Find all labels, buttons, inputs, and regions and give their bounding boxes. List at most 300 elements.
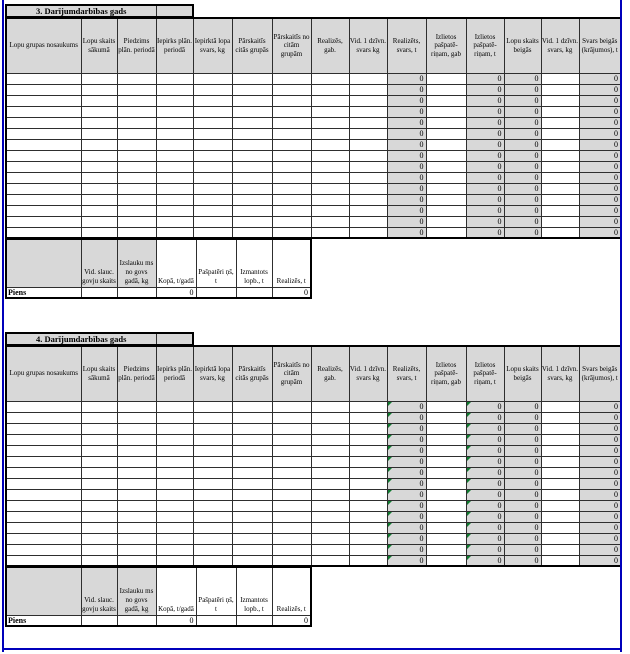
zero-value-cell[interactable]: 0 [504, 117, 541, 128]
empty-cell[interactable] [426, 478, 466, 489]
empty-cell[interactable] [117, 544, 156, 555]
empty-cell[interactable] [156, 456, 193, 467]
empty-cell[interactable] [426, 161, 466, 172]
empty-cell[interactable] [81, 139, 117, 150]
empty-cell[interactable] [272, 227, 311, 238]
zero-value-cell[interactable]: 0 [579, 194, 621, 205]
empty-cell[interactable] [349, 128, 387, 139]
empty-cell[interactable] [349, 544, 387, 555]
zero-value-cell[interactable]: 0 [387, 467, 426, 478]
empty-cell[interactable] [232, 227, 272, 238]
zero-value-cell[interactable]: 0 [504, 216, 541, 227]
zero-value-cell[interactable]: 0 [504, 73, 541, 84]
empty-cell[interactable] [349, 467, 387, 478]
zero-value-cell[interactable]: 0 [579, 106, 621, 117]
empty-cell[interactable] [6, 150, 81, 161]
empty-cell[interactable] [156, 172, 193, 183]
empty-cell[interactable] [349, 456, 387, 467]
empty-cell[interactable] [6, 205, 81, 216]
zero-value-cell[interactable]: 0 [579, 478, 621, 489]
empty-cell[interactable] [6, 106, 81, 117]
zero-value-cell[interactable]: 0 [466, 445, 504, 456]
zero-value-cell[interactable]: 0 [466, 95, 504, 106]
empty-cell[interactable] [193, 95, 232, 106]
empty-cell[interactable] [193, 227, 232, 238]
empty-cell[interactable] [311, 434, 349, 445]
empty-cell[interactable] [6, 216, 81, 227]
empty-cell[interactable] [311, 227, 349, 238]
empty-cell[interactable] [272, 434, 311, 445]
empty-cell[interactable] [349, 183, 387, 194]
empty-cell[interactable] [6, 172, 81, 183]
empty-cell[interactable] [117, 150, 156, 161]
empty-cell[interactable] [311, 150, 349, 161]
empty-cell[interactable] [156, 128, 193, 139]
zero-value-cell[interactable]: 0 [504, 489, 541, 500]
empty-cell[interactable] [117, 172, 156, 183]
empty-cell[interactable] [272, 139, 311, 150]
empty-cell[interactable] [541, 412, 579, 423]
zero-value-cell[interactable]: 0 [504, 401, 541, 412]
zero-value-cell[interactable]: 0 [272, 287, 311, 298]
zero-value-cell[interactable]: 0 [579, 511, 621, 522]
zero-value-cell[interactable]: 0 [579, 489, 621, 500]
empty-cell[interactable] [349, 216, 387, 227]
empty-cell[interactable] [193, 150, 232, 161]
empty-cell[interactable] [311, 533, 349, 544]
empty-cell[interactable] [117, 489, 156, 500]
empty-cell[interactable] [156, 183, 193, 194]
zero-value-cell[interactable]: 0 [387, 423, 426, 434]
zero-value-cell[interactable]: 0 [579, 522, 621, 533]
empty-cell[interactable] [6, 183, 81, 194]
empty-cell[interactable] [349, 150, 387, 161]
zero-value-cell[interactable]: 0 [466, 128, 504, 139]
empty-cell[interactable] [541, 522, 579, 533]
empty-cell[interactable] [232, 500, 272, 511]
empty-cell[interactable] [541, 139, 579, 150]
empty-cell[interactable] [117, 615, 156, 626]
empty-cell[interactable] [311, 117, 349, 128]
empty-cell[interactable] [426, 194, 466, 205]
empty-cell[interactable] [541, 161, 579, 172]
empty-cell[interactable] [272, 467, 311, 478]
zero-value-cell[interactable]: 0 [504, 106, 541, 117]
empty-cell[interactable] [81, 478, 117, 489]
empty-cell[interactable] [156, 511, 193, 522]
zero-value-cell[interactable]: 0 [387, 489, 426, 500]
empty-cell[interactable] [193, 73, 232, 84]
empty-cell[interactable] [156, 161, 193, 172]
empty-cell[interactable] [541, 423, 579, 434]
empty-cell[interactable] [81, 401, 117, 412]
empty-cell[interactable] [426, 150, 466, 161]
empty-cell[interactable] [426, 73, 466, 84]
title-row-empty-cell[interactable] [156, 5, 193, 17]
empty-cell[interactable] [349, 478, 387, 489]
empty-cell[interactable] [81, 194, 117, 205]
empty-cell[interactable] [311, 95, 349, 106]
empty-cell[interactable] [81, 216, 117, 227]
empty-cell[interactable] [117, 511, 156, 522]
empty-cell[interactable] [541, 216, 579, 227]
empty-cell[interactable] [156, 205, 193, 216]
empty-cell[interactable] [81, 423, 117, 434]
zero-value-cell[interactable]: 0 [466, 183, 504, 194]
empty-cell[interactable] [156, 533, 193, 544]
empty-cell[interactable] [426, 500, 466, 511]
empty-cell[interactable] [81, 128, 117, 139]
empty-cell[interactable] [311, 478, 349, 489]
empty-cell[interactable] [232, 128, 272, 139]
zero-value-cell[interactable]: 0 [387, 139, 426, 150]
zero-value-cell[interactable]: 0 [504, 412, 541, 423]
empty-cell[interactable] [6, 84, 81, 95]
zero-value-cell[interactable]: 0 [579, 533, 621, 544]
empty-cell[interactable] [541, 150, 579, 161]
empty-cell[interactable] [426, 227, 466, 238]
empty-cell[interactable] [541, 511, 579, 522]
empty-cell[interactable] [349, 412, 387, 423]
empty-cell[interactable] [156, 478, 193, 489]
empty-cell[interactable] [156, 84, 193, 95]
empty-cell[interactable] [81, 489, 117, 500]
empty-cell[interactable] [156, 555, 193, 566]
empty-cell[interactable] [541, 467, 579, 478]
zero-value-cell[interactable]: 0 [579, 128, 621, 139]
zero-value-cell[interactable]: 0 [579, 456, 621, 467]
empty-cell[interactable] [349, 533, 387, 544]
empty-cell[interactable] [156, 139, 193, 150]
empty-cell[interactable] [272, 412, 311, 423]
empty-cell[interactable] [193, 533, 232, 544]
empty-cell[interactable] [272, 194, 311, 205]
empty-cell[interactable] [117, 106, 156, 117]
zero-value-cell[interactable]: 0 [466, 478, 504, 489]
empty-cell[interactable] [311, 423, 349, 434]
empty-cell[interactable] [541, 445, 579, 456]
empty-cell[interactable] [156, 489, 193, 500]
empty-cell[interactable] [349, 106, 387, 117]
empty-cell[interactable] [311, 445, 349, 456]
empty-cell[interactable] [272, 544, 311, 555]
zero-value-cell[interactable]: 0 [466, 205, 504, 216]
empty-cell[interactable] [81, 555, 117, 566]
empty-cell[interactable] [6, 434, 81, 445]
zero-value-cell[interactable]: 0 [579, 172, 621, 183]
zero-value-cell[interactable]: 0 [466, 172, 504, 183]
zero-value-cell[interactable]: 0 [579, 117, 621, 128]
zero-value-cell[interactable]: 0 [387, 401, 426, 412]
empty-cell[interactable] [232, 216, 272, 227]
empty-cell[interactable] [272, 84, 311, 95]
empty-cell[interactable] [117, 445, 156, 456]
zero-value-cell[interactable]: 0 [504, 150, 541, 161]
zero-value-cell[interactable]: 0 [579, 139, 621, 150]
empty-cell[interactable] [193, 205, 232, 216]
empty-cell[interactable] [272, 500, 311, 511]
zero-value-cell[interactable]: 0 [504, 172, 541, 183]
empty-cell[interactable] [232, 456, 272, 467]
empty-cell[interactable] [426, 434, 466, 445]
zero-value-cell[interactable]: 0 [579, 544, 621, 555]
zero-value-cell[interactable]: 0 [387, 161, 426, 172]
zero-value-cell[interactable]: 0 [466, 139, 504, 150]
empty-cell[interactable] [541, 500, 579, 511]
zero-value-cell[interactable]: 0 [466, 227, 504, 238]
empty-cell[interactable] [193, 511, 232, 522]
empty-cell[interactable] [311, 205, 349, 216]
empty-cell[interactable] [6, 95, 81, 106]
zero-value-cell[interactable]: 0 [466, 456, 504, 467]
empty-cell[interactable] [193, 434, 232, 445]
empty-cell[interactable] [426, 128, 466, 139]
empty-cell[interactable] [81, 84, 117, 95]
empty-cell[interactable] [193, 172, 232, 183]
empty-cell[interactable] [193, 555, 232, 566]
empty-cell[interactable] [6, 128, 81, 139]
empty-cell[interactable] [6, 423, 81, 434]
empty-cell[interactable] [193, 456, 232, 467]
zero-value-cell[interactable]: 0 [579, 183, 621, 194]
zero-value-cell[interactable]: 0 [579, 412, 621, 423]
empty-cell[interactable] [349, 205, 387, 216]
empty-cell[interactable] [232, 489, 272, 500]
empty-cell[interactable] [426, 423, 466, 434]
empty-cell[interactable] [232, 139, 272, 150]
zero-value-cell[interactable]: 0 [504, 128, 541, 139]
empty-cell[interactable] [349, 117, 387, 128]
empty-cell[interactable] [156, 216, 193, 227]
empty-cell[interactable] [81, 183, 117, 194]
empty-cell[interactable] [349, 95, 387, 106]
empty-cell[interactable] [193, 401, 232, 412]
empty-cell[interactable] [311, 139, 349, 150]
empty-cell[interactable] [236, 287, 272, 298]
empty-cell[interactable] [349, 423, 387, 434]
empty-cell[interactable] [426, 511, 466, 522]
zero-value-cell[interactable]: 0 [387, 544, 426, 555]
empty-cell[interactable] [272, 128, 311, 139]
empty-cell[interactable] [156, 434, 193, 445]
empty-cell[interactable] [6, 73, 81, 84]
empty-cell[interactable] [541, 117, 579, 128]
empty-cell[interactable] [311, 544, 349, 555]
empty-cell[interactable] [272, 401, 311, 412]
zero-value-cell[interactable]: 0 [504, 139, 541, 150]
empty-cell[interactable] [311, 128, 349, 139]
empty-cell[interactable] [541, 183, 579, 194]
zero-value-cell[interactable]: 0 [387, 128, 426, 139]
zero-value-cell[interactable]: 0 [579, 467, 621, 478]
empty-cell[interactable] [232, 467, 272, 478]
empty-cell[interactable] [117, 533, 156, 544]
empty-cell[interactable] [117, 423, 156, 434]
zero-value-cell[interactable]: 0 [504, 522, 541, 533]
zero-value-cell[interactable]: 0 [387, 106, 426, 117]
empty-cell[interactable] [426, 555, 466, 566]
zero-value-cell[interactable]: 0 [387, 183, 426, 194]
empty-cell[interactable] [193, 412, 232, 423]
empty-cell[interactable] [272, 183, 311, 194]
empty-cell[interactable] [117, 95, 156, 106]
empty-cell[interactable] [81, 161, 117, 172]
zero-value-cell[interactable]: 0 [504, 194, 541, 205]
empty-cell[interactable] [349, 227, 387, 238]
empty-cell[interactable] [193, 522, 232, 533]
empty-cell[interactable] [232, 183, 272, 194]
empty-cell[interactable] [193, 84, 232, 95]
zero-value-cell[interactable]: 0 [156, 615, 196, 626]
empty-cell[interactable] [6, 533, 81, 544]
empty-cell[interactable] [541, 73, 579, 84]
zero-value-cell[interactable]: 0 [466, 412, 504, 423]
zero-value-cell[interactable]: 0 [579, 423, 621, 434]
empty-cell[interactable] [541, 456, 579, 467]
empty-cell[interactable] [117, 401, 156, 412]
empty-cell[interactable] [156, 106, 193, 117]
empty-cell[interactable] [541, 401, 579, 412]
empty-cell[interactable] [6, 489, 81, 500]
empty-cell[interactable] [156, 401, 193, 412]
zero-value-cell[interactable]: 0 [387, 478, 426, 489]
empty-cell[interactable] [426, 95, 466, 106]
empty-cell[interactable] [272, 478, 311, 489]
empty-cell[interactable] [156, 500, 193, 511]
empty-cell[interactable] [272, 489, 311, 500]
empty-cell[interactable] [156, 95, 193, 106]
empty-cell[interactable] [156, 467, 193, 478]
empty-cell[interactable] [81, 434, 117, 445]
empty-cell[interactable] [193, 445, 232, 456]
title-row-empty-cell[interactable] [156, 333, 193, 345]
zero-value-cell[interactable]: 0 [387, 205, 426, 216]
empty-cell[interactable] [6, 227, 81, 238]
empty-cell[interactable] [81, 544, 117, 555]
empty-cell[interactable] [426, 84, 466, 95]
empty-cell[interactable] [272, 106, 311, 117]
zero-value-cell[interactable]: 0 [579, 445, 621, 456]
empty-cell[interactable] [311, 511, 349, 522]
empty-cell[interactable] [232, 412, 272, 423]
empty-cell[interactable] [311, 401, 349, 412]
empty-cell[interactable] [541, 205, 579, 216]
empty-cell[interactable] [272, 445, 311, 456]
zero-value-cell[interactable]: 0 [466, 533, 504, 544]
empty-cell[interactable] [156, 522, 193, 533]
empty-cell[interactable] [117, 128, 156, 139]
empty-cell[interactable] [349, 522, 387, 533]
zero-value-cell[interactable]: 0 [387, 73, 426, 84]
zero-value-cell[interactable]: 0 [504, 84, 541, 95]
empty-cell[interactable] [541, 128, 579, 139]
zero-value-cell[interactable]: 0 [387, 117, 426, 128]
zero-value-cell[interactable]: 0 [466, 544, 504, 555]
zero-value-cell[interactable]: 0 [387, 522, 426, 533]
empty-cell[interactable] [232, 106, 272, 117]
empty-cell[interactable] [232, 423, 272, 434]
empty-cell[interactable] [81, 467, 117, 478]
zero-value-cell[interactable]: 0 [504, 95, 541, 106]
empty-cell[interactable] [81, 117, 117, 128]
empty-cell[interactable] [117, 84, 156, 95]
zero-value-cell[interactable]: 0 [579, 500, 621, 511]
zero-value-cell[interactable]: 0 [466, 500, 504, 511]
zero-value-cell[interactable]: 0 [579, 216, 621, 227]
empty-cell[interactable] [81, 533, 117, 544]
empty-cell[interactable] [232, 522, 272, 533]
empty-cell[interactable] [311, 161, 349, 172]
empty-cell[interactable] [311, 73, 349, 84]
empty-cell[interactable] [6, 522, 81, 533]
empty-cell[interactable] [426, 216, 466, 227]
zero-value-cell[interactable]: 0 [387, 172, 426, 183]
empty-cell[interactable] [117, 227, 156, 238]
empty-cell[interactable] [117, 456, 156, 467]
empty-cell[interactable] [272, 150, 311, 161]
empty-cell[interactable] [426, 172, 466, 183]
zero-value-cell[interactable]: 0 [466, 73, 504, 84]
empty-cell[interactable] [193, 544, 232, 555]
empty-cell[interactable] [117, 205, 156, 216]
zero-value-cell[interactable]: 0 [387, 511, 426, 522]
empty-cell[interactable] [541, 95, 579, 106]
empty-cell[interactable] [272, 533, 311, 544]
empty-cell[interactable] [117, 183, 156, 194]
empty-cell[interactable] [272, 172, 311, 183]
zero-value-cell[interactable]: 0 [466, 401, 504, 412]
empty-cell[interactable] [541, 489, 579, 500]
empty-cell[interactable] [311, 456, 349, 467]
zero-value-cell[interactable]: 0 [504, 161, 541, 172]
empty-cell[interactable] [117, 467, 156, 478]
empty-cell[interactable] [81, 412, 117, 423]
empty-cell[interactable] [426, 183, 466, 194]
empty-cell[interactable] [232, 194, 272, 205]
zero-value-cell[interactable]: 0 [387, 412, 426, 423]
empty-cell[interactable] [193, 467, 232, 478]
zero-value-cell[interactable]: 0 [387, 84, 426, 95]
empty-cell[interactable] [272, 555, 311, 566]
empty-cell[interactable] [311, 467, 349, 478]
empty-cell[interactable] [117, 412, 156, 423]
empty-cell[interactable] [117, 161, 156, 172]
empty-cell[interactable] [541, 172, 579, 183]
zero-value-cell[interactable]: 0 [387, 500, 426, 511]
empty-cell[interactable] [236, 615, 272, 626]
zero-value-cell[interactable]: 0 [466, 511, 504, 522]
empty-cell[interactable] [193, 183, 232, 194]
empty-cell[interactable] [232, 533, 272, 544]
empty-cell[interactable] [232, 544, 272, 555]
empty-cell[interactable] [349, 73, 387, 84]
empty-cell[interactable] [81, 150, 117, 161]
empty-cell[interactable] [349, 434, 387, 445]
empty-cell[interactable] [311, 183, 349, 194]
empty-cell[interactable] [6, 445, 81, 456]
empty-cell[interactable] [426, 106, 466, 117]
empty-cell[interactable] [311, 412, 349, 423]
empty-cell[interactable] [426, 117, 466, 128]
zero-value-cell[interactable]: 0 [387, 194, 426, 205]
empty-cell[interactable] [426, 456, 466, 467]
empty-cell[interactable] [117, 73, 156, 84]
zero-value-cell[interactable]: 0 [466, 117, 504, 128]
zero-value-cell[interactable]: 0 [466, 555, 504, 566]
zero-value-cell[interactable]: 0 [466, 467, 504, 478]
empty-cell[interactable] [426, 489, 466, 500]
zero-value-cell[interactable]: 0 [579, 73, 621, 84]
